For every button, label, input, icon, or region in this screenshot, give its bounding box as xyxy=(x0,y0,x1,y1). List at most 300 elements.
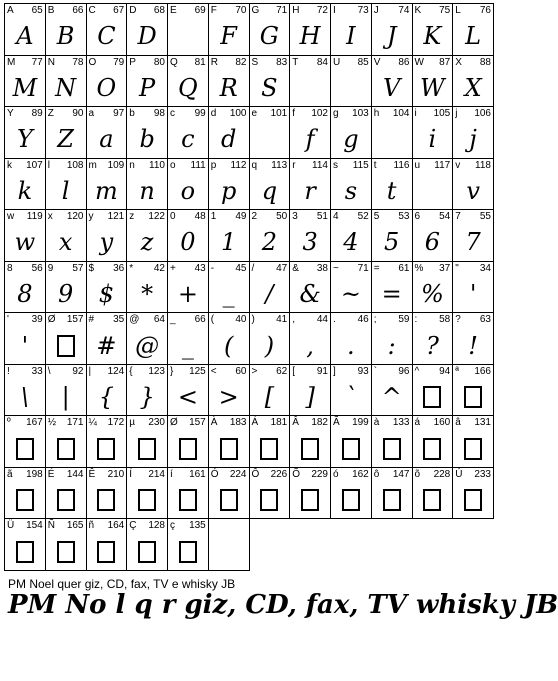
cell-label xyxy=(333,263,369,275)
glyph-preview: { xyxy=(98,383,115,412)
cell-code: 49 xyxy=(235,211,247,223)
cell-label xyxy=(129,211,165,223)
cell-character: ) xyxy=(251,314,255,326)
cell-code: 114 xyxy=(312,159,328,171)
cell-label xyxy=(415,5,451,17)
cell-label xyxy=(211,160,247,172)
glyph-cell xyxy=(46,313,87,365)
cell-character: Ê xyxy=(88,468,96,480)
cell-label xyxy=(89,417,125,429)
cell-label xyxy=(211,5,247,17)
glyph-cell xyxy=(290,468,331,520)
glyph-preview: z xyxy=(140,228,154,257)
glyph-cell xyxy=(5,365,46,417)
missing-glyph-box xyxy=(413,379,453,416)
missing-glyph-box xyxy=(331,430,371,467)
glyph-preview: : xyxy=(387,331,396,360)
cell-label xyxy=(252,108,288,120)
cell-code: 109 xyxy=(107,159,125,171)
cell-code: 228 xyxy=(433,468,451,480)
glyph-preview: 0 xyxy=(180,228,196,257)
cell-code: 147 xyxy=(392,468,410,480)
cell-character: K xyxy=(414,5,422,16)
glyph-preview: c xyxy=(181,125,195,154)
cell-character: w xyxy=(7,211,15,223)
cell-label xyxy=(129,314,165,326)
cell-label xyxy=(48,263,84,275)
glyph-cell xyxy=(372,468,413,520)
cell-character: h xyxy=(373,108,380,120)
cell-character: J xyxy=(373,5,379,16)
cell-label xyxy=(415,263,451,275)
glyph-preview: Q xyxy=(178,73,198,102)
glyph-preview: & xyxy=(299,279,321,308)
cell-code: 77 xyxy=(31,56,43,68)
cell-character: . xyxy=(333,314,336,326)
missing-glyph-box xyxy=(46,430,86,467)
glyph-preview: x xyxy=(58,228,73,257)
glyph-cell xyxy=(87,4,128,56)
cell-code: 86 xyxy=(398,56,410,68)
cell-character: o xyxy=(170,159,176,171)
cell-label xyxy=(48,417,84,429)
cell-character: à xyxy=(373,417,380,429)
glyph-cell xyxy=(46,4,87,56)
missing-glyph-box xyxy=(372,430,412,467)
cell-code: 131 xyxy=(474,417,491,429)
glyph-cell xyxy=(87,159,128,211)
missing-glyph-box xyxy=(168,430,208,467)
glyph-preview: @ xyxy=(135,331,160,360)
cell-character: R xyxy=(210,56,218,68)
cell-code: 44 xyxy=(316,314,328,326)
sample-text-label: PM Noel quer giz, CD, fax, TV e whisky JB xyxy=(8,577,236,591)
glyph-preview: o xyxy=(180,176,196,205)
cell-label xyxy=(333,108,369,120)
cell-code: 90 xyxy=(72,108,84,120)
cell-character: c xyxy=(170,108,175,120)
glyph-preview: i xyxy=(428,125,437,154)
cell-label xyxy=(170,366,206,378)
cell-character: $ xyxy=(88,262,95,274)
glyph-preview: \ xyxy=(20,383,29,412)
cell-character: É xyxy=(47,468,55,480)
cell-character: E xyxy=(170,5,177,16)
cell-character: [ xyxy=(292,365,296,377)
cell-label xyxy=(7,108,43,120)
cell-label xyxy=(455,211,491,223)
cell-label xyxy=(48,57,84,69)
cell-label xyxy=(89,57,125,69)
glyph-preview: F xyxy=(220,22,237,51)
cell-character: < xyxy=(210,365,217,377)
cell-label xyxy=(292,57,328,69)
glyph-cell xyxy=(127,262,168,314)
cell-code: 54 xyxy=(439,211,451,223)
glyph-cell xyxy=(331,210,372,262)
cell-code: 106 xyxy=(474,108,491,120)
cell-code: 57 xyxy=(72,262,84,274)
glyph-cell xyxy=(331,159,372,211)
glyph-preview: < xyxy=(177,383,198,412)
glyph-cell xyxy=(209,159,250,211)
glyph-cell xyxy=(372,4,413,56)
glyph-cell xyxy=(250,56,291,108)
glyph-preview: k xyxy=(17,176,33,205)
cell-character: f xyxy=(292,108,296,120)
glyph-preview: Z xyxy=(57,125,74,154)
cell-label xyxy=(292,263,328,275)
cell-code: 230 xyxy=(148,417,165,429)
cell-character: 5 xyxy=(373,211,380,223)
cell-label xyxy=(89,366,125,378)
glyph-preview: _ xyxy=(181,331,194,360)
glyph-cell xyxy=(87,365,128,417)
cell-code: 41 xyxy=(276,314,288,326)
glyph-cell xyxy=(250,416,291,468)
cell-label xyxy=(333,57,369,69)
glyph-cell xyxy=(5,313,46,365)
cell-character: & xyxy=(292,262,299,274)
cell-character: _ xyxy=(170,314,176,326)
cell-label xyxy=(252,5,288,17)
cell-label xyxy=(89,108,125,120)
glyph-cell xyxy=(209,107,250,159)
glyph-preview: ? xyxy=(425,331,439,360)
cell-code: 76 xyxy=(479,5,491,16)
cell-label xyxy=(455,263,491,275)
cell-character: 3 xyxy=(292,211,298,223)
glyph-cell xyxy=(453,107,494,159)
cell-code: 89 xyxy=(31,108,43,120)
glyph-preview xyxy=(290,70,330,107)
cell-label xyxy=(48,520,84,532)
cell-character: H xyxy=(292,5,300,16)
glyph-cell xyxy=(372,416,413,468)
cell-code: 91 xyxy=(316,365,328,377)
cell-label xyxy=(170,263,206,275)
cell-character: Ç xyxy=(129,520,137,532)
cell-character: ' xyxy=(7,314,9,326)
missing-glyph-box xyxy=(127,430,167,467)
glyph-cell xyxy=(209,56,250,108)
missing-glyph-box xyxy=(87,430,127,467)
cell-character: D xyxy=(129,5,137,16)
cell-code: 52 xyxy=(357,211,369,223)
glyph-cell xyxy=(290,262,331,314)
cell-code: 226 xyxy=(270,468,288,480)
glyph-cell xyxy=(331,313,372,365)
glyph-preview: K xyxy=(423,22,442,51)
glyph-cell xyxy=(46,107,87,159)
glyph-preview xyxy=(209,533,249,570)
glyph-preview: V xyxy=(382,73,401,102)
cell-character: F xyxy=(210,5,217,16)
glyph-preview: L xyxy=(465,22,482,51)
glyph-cell xyxy=(413,210,454,262)
cell-character: m xyxy=(88,159,97,171)
glyph-cell xyxy=(127,159,168,211)
cell-label xyxy=(7,469,43,481)
cell-label xyxy=(89,520,125,532)
cell-character: Ô xyxy=(251,468,260,480)
cell-character: V xyxy=(373,56,381,68)
cell-character: ª xyxy=(455,365,459,377)
glyph-preview: t xyxy=(386,176,397,205)
glyph-cell xyxy=(250,210,291,262)
cell-code: 104 xyxy=(392,108,410,120)
cell-code: 80 xyxy=(153,56,165,68)
cell-code: 60 xyxy=(235,365,247,377)
glyph-preview: , xyxy=(306,331,314,360)
glyph-cell xyxy=(168,56,209,108)
glyph-preview: ` xyxy=(344,383,357,412)
glyph-preview: | xyxy=(61,383,70,412)
cell-character: Õ xyxy=(292,468,301,480)
cell-character: B xyxy=(47,5,55,16)
glyph-preview: 7 xyxy=(465,228,481,257)
cell-label xyxy=(89,263,125,275)
cell-character: 9 xyxy=(47,262,54,274)
missing-glyph-box xyxy=(87,482,127,519)
cell-label xyxy=(89,469,125,481)
cell-code: 94 xyxy=(439,365,451,377)
cell-code: 37 xyxy=(439,262,451,274)
glyph-preview: = xyxy=(381,279,402,308)
cell-label xyxy=(374,211,410,223)
glyph-preview: P xyxy=(139,73,156,102)
glyph-preview: ( xyxy=(223,331,234,360)
missing-glyph-box xyxy=(413,482,453,519)
cell-label xyxy=(89,211,125,223)
glyph-cell xyxy=(290,365,331,417)
cell-code: 113 xyxy=(271,159,288,171)
glyph-preview: ' xyxy=(469,279,477,308)
cell-code: 34 xyxy=(479,262,491,274)
cell-character: Y xyxy=(7,108,14,120)
cell-label xyxy=(129,57,165,69)
cell-character: W xyxy=(414,56,424,68)
cell-code: 83 xyxy=(276,56,288,68)
glyph-cell xyxy=(127,468,168,520)
cell-character: Ñ xyxy=(47,520,55,532)
glyph-cell xyxy=(127,365,168,417)
glyph-cell xyxy=(127,56,168,108)
glyph-cell xyxy=(87,416,128,468)
glyph-cell xyxy=(453,416,494,468)
glyph-cell xyxy=(372,107,413,159)
glyph-preview: ' xyxy=(21,331,29,360)
glyph-cell xyxy=(46,159,87,211)
glyph-preview: b xyxy=(139,125,155,154)
cell-character: M xyxy=(7,56,16,68)
glyph-preview: H xyxy=(299,22,321,51)
glyph-preview: $ xyxy=(98,279,115,308)
glyph-preview: C xyxy=(97,22,116,51)
cell-label xyxy=(292,108,328,120)
cell-character: ~ xyxy=(333,262,339,274)
cell-code: 100 xyxy=(229,108,247,120)
cell-label xyxy=(333,314,369,326)
cell-label xyxy=(455,314,491,326)
glyph-preview: ) xyxy=(264,331,275,360)
cell-character: i xyxy=(414,108,417,120)
cell-label xyxy=(129,5,165,17)
cell-character: í xyxy=(170,468,173,480)
glyph-cell xyxy=(168,210,209,262)
glyph-preview: 9 xyxy=(57,279,74,308)
glyph-cell xyxy=(413,107,454,159)
glyph-preview: I xyxy=(346,22,356,51)
glyph-cell xyxy=(46,416,87,468)
glyph-preview: p xyxy=(220,176,237,205)
glyph-preview: A xyxy=(16,22,34,51)
glyph-cell xyxy=(413,159,454,211)
glyph-cell xyxy=(250,468,291,520)
cell-label xyxy=(333,160,369,172)
glyph-cell xyxy=(290,107,331,159)
cell-label xyxy=(170,211,206,223)
glyph-preview: 8 xyxy=(17,279,33,308)
glyph-cell xyxy=(250,107,291,159)
missing-glyph-box xyxy=(290,430,330,467)
glyph-cell xyxy=(413,468,454,520)
cell-code: 69 xyxy=(194,5,206,16)
cell-character: t xyxy=(373,159,377,171)
cell-label xyxy=(455,417,491,429)
cell-character: ô xyxy=(373,468,380,480)
cell-label xyxy=(129,366,165,378)
cell-character: , xyxy=(292,314,296,326)
cell-character: q xyxy=(251,159,258,171)
cell-label xyxy=(415,314,451,326)
cell-code: 53 xyxy=(398,211,410,223)
cell-code: 71 xyxy=(357,262,369,274)
cell-character: Ú xyxy=(455,468,463,480)
cell-character: # xyxy=(88,314,95,326)
missing-glyph-box xyxy=(46,327,86,364)
glyph-cell xyxy=(331,56,372,108)
cell-code: 120 xyxy=(66,211,84,223)
missing-glyph-box xyxy=(46,533,86,570)
cell-label xyxy=(292,5,328,17)
glyph-cell xyxy=(168,262,209,314)
cell-label xyxy=(374,57,410,69)
cell-code: 33 xyxy=(31,365,43,377)
cell-character: I xyxy=(333,5,336,16)
glyph-cell xyxy=(87,210,128,262)
cell-label xyxy=(333,211,369,223)
cell-code: 154 xyxy=(26,520,43,532)
cell-character: G xyxy=(251,5,260,16)
cell-code: 181 xyxy=(270,417,288,429)
glyph-preview: / xyxy=(265,279,274,308)
cell-label xyxy=(170,520,206,532)
cell-character: v xyxy=(455,159,461,171)
cell-code: 161 xyxy=(189,468,206,480)
glyph-cell xyxy=(127,519,168,571)
glyph-preview: s xyxy=(344,176,358,205)
cell-label xyxy=(170,469,206,481)
glyph-cell xyxy=(331,365,372,417)
cell-code: 122 xyxy=(148,211,165,223)
cell-character: ( xyxy=(210,314,215,326)
cell-label xyxy=(7,366,43,378)
cell-code: 51 xyxy=(316,211,328,223)
cell-label xyxy=(374,5,410,17)
cell-code: 123 xyxy=(148,365,165,377)
glyph-cell xyxy=(372,56,413,108)
cell-character: Z xyxy=(47,108,54,120)
glyph-preview: + xyxy=(177,279,198,308)
cell-code: 87 xyxy=(439,56,451,68)
cell-code: 108 xyxy=(66,159,84,171)
cell-code: 46 xyxy=(357,314,369,326)
cell-label xyxy=(170,417,206,429)
glyph-preview: j xyxy=(469,125,477,154)
glyph-cell xyxy=(168,416,209,468)
character-map-grid xyxy=(4,3,494,571)
glyph-cell xyxy=(413,365,454,417)
cell-code: 116 xyxy=(393,159,410,171)
glyph-preview xyxy=(372,121,412,158)
cell-character: " xyxy=(455,262,459,274)
cell-character: 1 xyxy=(210,211,217,223)
cell-character: ½ xyxy=(47,417,57,429)
glyph-cell xyxy=(87,313,128,365)
cell-code: 64 xyxy=(153,314,165,326)
missing-glyph-box xyxy=(46,482,86,519)
glyph-cell xyxy=(87,468,128,520)
cell-label xyxy=(7,5,43,17)
cell-code: 65 xyxy=(31,5,43,16)
cell-code: 39 xyxy=(31,314,43,326)
cell-character: â xyxy=(455,417,461,429)
cell-code: 81 xyxy=(194,56,206,68)
cell-code: 36 xyxy=(113,262,125,274)
cell-character: Ø xyxy=(47,314,56,326)
glyph-cell xyxy=(5,468,46,520)
cell-label xyxy=(211,108,247,120)
glyph-preview: v xyxy=(466,176,480,205)
glyph-cell xyxy=(5,159,46,211)
glyph-cell xyxy=(168,313,209,365)
glyph-cell xyxy=(209,416,250,468)
glyph-cell xyxy=(209,262,250,314)
glyph-preview: ^ xyxy=(381,383,402,412)
cell-code: 58 xyxy=(439,314,451,326)
cell-character: Ã xyxy=(333,417,340,429)
cell-label xyxy=(211,520,247,532)
glyph-cell xyxy=(46,468,87,520)
cell-character: s xyxy=(333,159,338,171)
cell-code: 117 xyxy=(434,159,451,171)
cell-code: 115 xyxy=(352,159,369,171)
cell-label xyxy=(292,160,328,172)
glyph-preview: ! xyxy=(468,331,478,360)
glyph-cell xyxy=(209,210,250,262)
cell-character: À xyxy=(210,417,218,429)
cell-character: d xyxy=(210,108,217,120)
glyph-preview: N xyxy=(55,73,77,102)
cell-label xyxy=(211,263,247,275)
glyph-cell xyxy=(453,210,494,262)
cell-label xyxy=(252,366,288,378)
cell-code: 172 xyxy=(107,417,125,429)
glyph-preview: W xyxy=(420,73,445,102)
glyph-cell xyxy=(46,56,87,108)
cell-label xyxy=(170,57,206,69)
